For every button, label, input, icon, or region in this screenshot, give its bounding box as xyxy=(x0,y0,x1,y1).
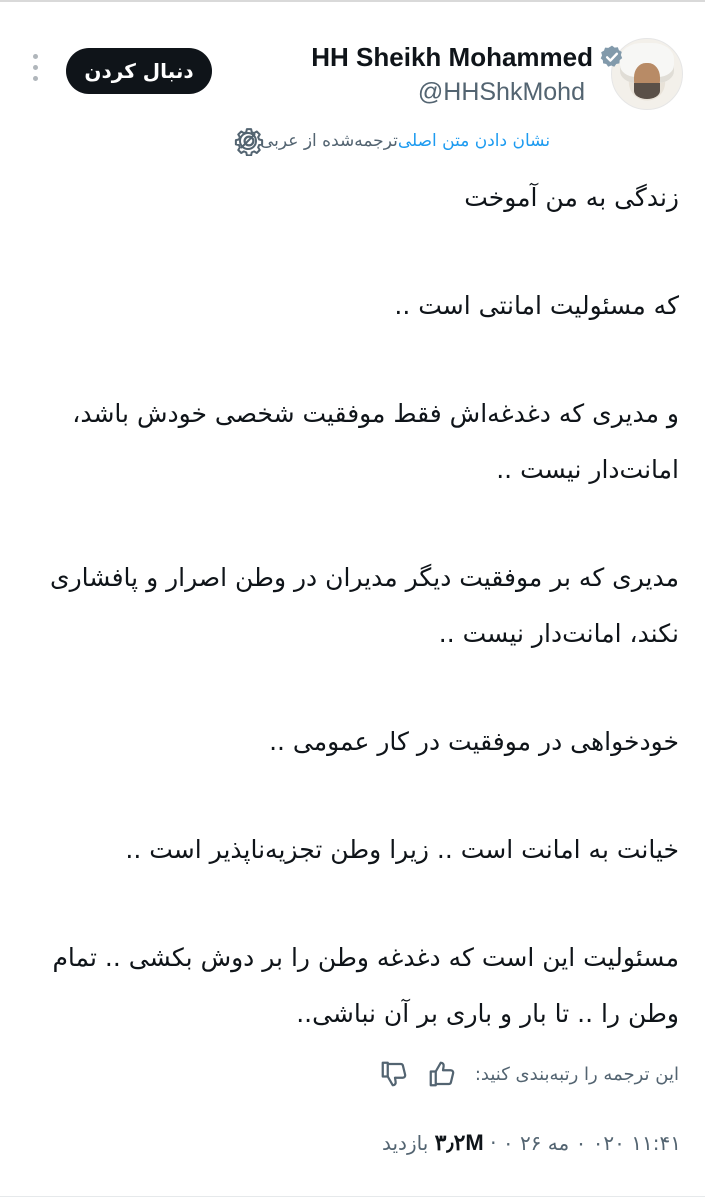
thumbs-down-icon[interactable] xyxy=(379,1059,409,1089)
display-name[interactable]: HH Sheikh Mohammed xyxy=(311,42,593,72)
views-count: ۳٫۲M xyxy=(434,1130,484,1155)
rate-translation-row xyxy=(330,1056,679,1092)
tweet-timestamp[interactable]: ۱۱:۴۱ ۰۲۰ ۰ مه ۲۶ ۰ xyxy=(502,1131,681,1155)
verified-badge-icon xyxy=(599,44,625,70)
tweet-paragraph: مدیری که بر موفقیت دیگر مدیران در وطن اصرار و پافشاری نکند، امانت‌دار نیست .. xyxy=(50,563,679,648)
tweet-paragraph: زندگی به من آموخت xyxy=(464,183,679,212)
translation-bar xyxy=(230,124,675,158)
follow-button[interactable]: دنبال کردن xyxy=(66,48,212,94)
more-dot xyxy=(33,76,38,81)
tweet-meta xyxy=(380,1130,681,1164)
user-handle[interactable]: @HHShkMohd xyxy=(417,78,585,106)
thumbs-up-icon[interactable] xyxy=(427,1059,457,1089)
tweet-paragraph: و مدیری که دغدغه‌اش فقط موفقیت شخصی خودش باشد، امانت‌دار نیست .. xyxy=(72,399,679,484)
more-vertical-icon[interactable] xyxy=(30,54,40,88)
show-original-link[interactable]: نشان دادن متن اصلی xyxy=(397,131,551,151)
rate-translation-label: این ترجمه را رتبه‌بندی کنید: xyxy=(474,1063,679,1085)
divider xyxy=(0,1196,705,1197)
tweet-paragraph: خیانت به امانت است .. زیرا وطن تجزیه‌ناپذیر است .. xyxy=(125,835,679,864)
tweet-text xyxy=(28,170,679,1094)
translated-from-label: ترجمه‌شده از عربی xyxy=(260,131,398,151)
gear-icon[interactable] xyxy=(234,126,264,156)
views-label: بازدید xyxy=(381,1131,429,1155)
tweet-paragraph: خودخواهی در موفقیت در کار عمومی .. xyxy=(269,727,679,756)
tweet-paragraph: که مسئولیت امانتی است .. xyxy=(394,291,679,320)
avatar-beard xyxy=(634,83,660,99)
tweet-header xyxy=(0,28,705,118)
meta-separator: · xyxy=(483,1131,497,1155)
more-dot xyxy=(33,65,38,70)
tweet-paragraph: مسئولیت این است که دغدغه وطن را بر دوش بکشی .. تمام وطن را .. تا بار و باری بر آن نباشی.. xyxy=(52,943,679,1028)
more-dot xyxy=(33,54,38,59)
